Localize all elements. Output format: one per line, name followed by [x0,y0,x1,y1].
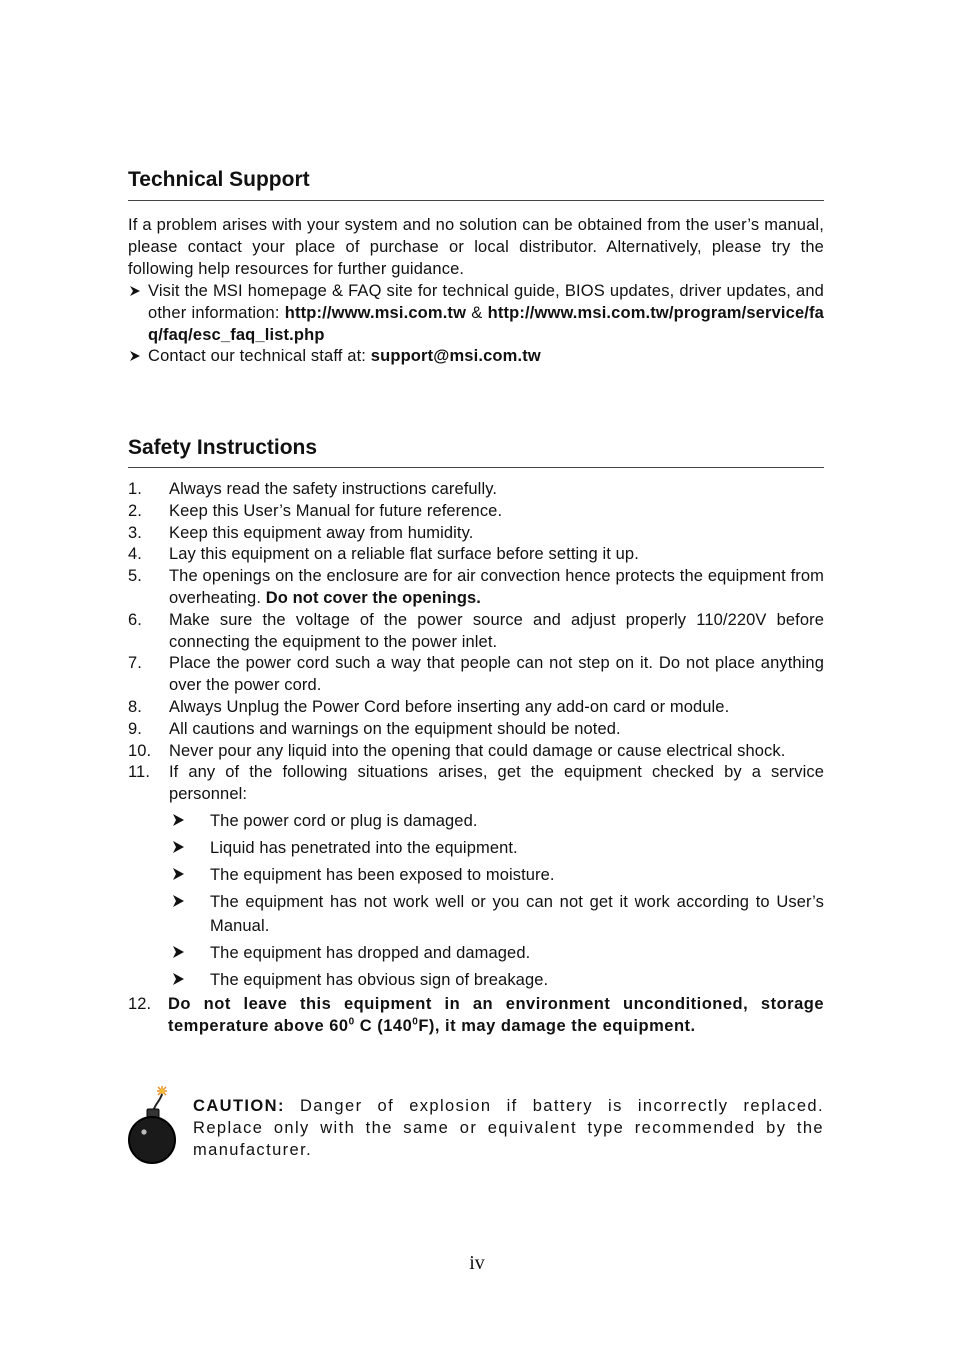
safety-list [128,479,824,1038]
sub-list-item-text: The equipment has not work well or you can not get it work according to User’s Manual. [210,892,824,935]
list-item [128,653,824,697]
list-item-text [169,566,824,610]
chevron-right-icon [171,836,187,858]
support-email-link[interactable]: support@msi.com.tw [370,347,541,365]
list-item-text-bold: Do not cover the openings. [265,588,481,607]
msi-faq-link[interactable]: http://www.msi.com.tw/program/service/faq/faq/esc_faq_list.php [148,304,824,344]
list-item-number: 2. [128,501,142,520]
degree-superscript: 0 [412,1016,419,1028]
chevron-right-icon [171,863,187,885]
list-item-text: Always read the safety instructions carefully. [169,480,498,498]
list-item-text: Lay this equipment on a reliable flat surface before setting it up. [169,545,639,564]
section-title-technical-support: Technical Support [128,168,310,191]
chevron-right-icon [128,345,144,367]
bomb-icon [126,1085,180,1167]
support-bullet-contact-text: Contact our technical staff at: [148,347,371,365]
section-rule [128,467,824,468]
caution-note [193,1095,824,1161]
page-number: iv [469,1252,485,1274]
list-item-number: 5. [128,567,142,586]
msi-homepage-link[interactable]: http://www.msi.com.tw [284,304,467,322]
list-item-number: 9. [128,719,142,738]
list-item-number: 11. [128,763,151,782]
list-item-text-part-a: Do not leave this equipment in an environment unconditioned, storage temperature above 60 [168,994,824,1035]
list-item-text: All cautions and warnings on the equipment should be noted. [169,719,621,738]
sub-list-item [169,809,824,833]
list-item [128,479,824,501]
list-item [128,544,824,566]
list-item-text: If any of the following situations arises, get the equipment checked by a service personnel: [169,763,824,804]
list-item [128,994,824,1038]
sub-list-item-text: Liquid has penetrated into the equipment. [210,838,518,857]
ampersand: & [466,304,488,322]
list-item [128,762,824,806]
chevron-right-icon [171,941,187,963]
sub-list-item [169,863,824,887]
list-item-number: 3. [128,523,142,542]
sub-list-item [169,941,824,965]
list-item-number: 8. [128,697,142,716]
sub-list-item-text: The equipment has dropped and damaged. [210,943,531,962]
sub-list-item-text: The power cord or plug is damaged. [210,811,478,830]
list-item [128,523,824,545]
list-item-text: Place the power cord such a way that people can not step on it. Do not place anything over the power cord. [169,654,824,695]
list-item [128,566,824,610]
list-item-text: Keep this User’s Manual for future reference. [169,501,503,520]
sub-list-item-text: The equipment has been exposed to moisture. [210,865,555,884]
list-item [128,719,824,741]
caution-label: CAUTION: [193,1097,285,1115]
chevron-right-icon [171,890,187,912]
list-item-number: 7. [128,654,142,673]
caution-text: Danger of explosion if battery is incorrectly replaced. Replace only with the same or equivalent type recommended by the manufacturer. [193,1097,824,1159]
chevron-right-icon [171,968,187,990]
list-item-number: 6. [128,610,142,629]
list-item-text-part-c: F), it may damage the equipment. [418,1016,696,1035]
list-item-number: 1. [128,480,142,498]
list-item [128,697,824,719]
list-item-number: 4. [128,545,142,564]
list-item-text: Keep this equipment away from humidity. [169,523,474,542]
list-item-text: Make sure the voltage of the power source and adjust properly 110/220V before connecting the equipment to the power inlet. [169,610,824,651]
support-bullet-website-text: Visit the MSI homepage & FAQ site for technical guide, BIOS updates, driver updates, and other information: [148,282,824,322]
list-item [128,501,824,523]
list-item [128,741,824,763]
list-item-text: Never pour any liquid into the opening that could damage or cause electrical shock. [169,741,786,760]
sub-list-item [169,968,824,992]
sub-list-item [169,890,824,938]
sub-list-item-text: The equipment has obvious sign of breakage. [210,970,549,989]
list-item [128,610,824,654]
degree-superscript: 0 [348,1016,355,1028]
support-bullet-contact [128,345,824,367]
sub-list-item [169,836,824,860]
chevron-right-icon [171,809,187,831]
support-bullet-website [128,280,824,346]
section-title-safety-instructions: Safety Instructions [128,436,318,459]
list-item-number: 12. [128,994,152,1013]
list-item-number: 10. [128,741,152,760]
list-item-text-regular: The openings on the enclosure are for air convection hence protects the equipment from overheating. [169,567,824,607]
chevron-right-icon [128,280,144,302]
list-item-text [168,994,824,1038]
section-rule [128,200,824,201]
technical-support-intro: If a problem arises with your system and no solution can be obtained from the user’s manual, please contact your place of purchase or local distributor. Alternatively, please try the following help resources for further guidance. [128,216,824,278]
list-item-text: Always Unplug the Power Cord before inserting any add-on card or module. [169,697,730,716]
list-item-text-part-b: C (140 [354,1016,413,1035]
